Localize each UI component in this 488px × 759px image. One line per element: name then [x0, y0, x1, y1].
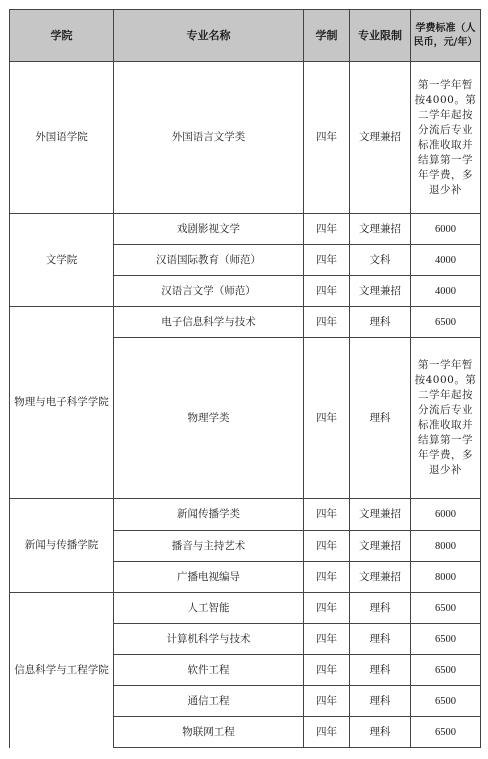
restriction-cell: 文理兼招 [350, 62, 411, 214]
header-college: 学院 [10, 10, 114, 62]
header-restriction: 专业限制 [350, 10, 411, 62]
header-duration: 学制 [304, 10, 350, 62]
table-row [10, 499, 481, 531]
duration-cell: 四年 [304, 593, 350, 624]
major-cell: 外国语言文学类 [114, 62, 304, 214]
restriction-cell: 理科 [350, 593, 411, 624]
restriction-cell: 理科 [350, 717, 411, 748]
duration-cell: 四年 [304, 624, 350, 655]
restriction-cell: 文理兼招 [350, 214, 411, 245]
duration-cell: 四年 [304, 338, 350, 499]
fee-cell: 6500 [411, 624, 481, 655]
fee-note-cell: 第一学年暂按4000。第二学年起按分流后专业标准收取并结算第一学年学费，多退少补 [411, 62, 481, 214]
duration-cell: 四年 [304, 531, 350, 562]
restriction-cell: 文理兼招 [350, 499, 411, 531]
major-cell: 电子信息科学与技术 [114, 307, 304, 338]
major-cell: 人工智能 [114, 593, 304, 624]
table-row [10, 62, 481, 214]
fee-cell: 6500 [411, 717, 481, 748]
major-cell: 物理学类 [114, 338, 304, 499]
fee-note-cell: 第一学年暂按4000。第二学年起按分流后专业标准收取并结算第一学年学费，多退少补 [411, 338, 481, 499]
restriction-cell: 理科 [350, 338, 411, 499]
duration-cell: 四年 [304, 276, 350, 307]
fee-cell: 8000 [411, 531, 481, 562]
college-cell: 外国语学院 [10, 62, 114, 214]
fee-cell: 6000 [411, 214, 481, 245]
major-cell: 物联网工程 [114, 717, 304, 748]
fee-cell: 4000 [411, 245, 481, 276]
restriction-cell: 理科 [350, 686, 411, 717]
duration-cell: 四年 [304, 307, 350, 338]
major-cell: 广播电视编导 [114, 562, 304, 593]
major-cell: 计算机科学与技术 [114, 624, 304, 655]
duration-cell: 四年 [304, 686, 350, 717]
major-cell: 汉语国际教育（师范） [114, 245, 304, 276]
major-cell: 新闻传播学类 [114, 499, 304, 531]
college-cell: 文学院 [10, 214, 114, 307]
duration-cell: 四年 [304, 499, 350, 531]
major-cell: 播音与主持艺术 [114, 531, 304, 562]
fee-cell: 4000 [411, 276, 481, 307]
table-row [10, 593, 481, 624]
restriction-cell: 文科 [350, 245, 411, 276]
fee-cell: 6500 [411, 686, 481, 717]
duration-cell: 四年 [304, 62, 350, 214]
duration-cell: 四年 [304, 214, 350, 245]
restriction-cell: 理科 [350, 307, 411, 338]
fee-cell: 6000 [411, 499, 481, 531]
restriction-cell: 文理兼招 [350, 531, 411, 562]
restriction-cell: 理科 [350, 624, 411, 655]
restriction-cell: 文理兼招 [350, 562, 411, 593]
duration-cell: 四年 [304, 562, 350, 593]
tuition-table [9, 9, 481, 748]
duration-cell: 四年 [304, 717, 350, 748]
table-row [10, 307, 481, 338]
major-cell: 汉语言文学（师范） [114, 276, 304, 307]
restriction-cell: 文理兼招 [350, 276, 411, 307]
college-cell: 信息科学与工程学院 [10, 593, 114, 748]
fee-cell: 6500 [411, 307, 481, 338]
college-cell: 新闻与传播学院 [10, 499, 114, 593]
fee-cell: 8000 [411, 562, 481, 593]
header-fee: 学费标准（人民币，元/年） [411, 10, 481, 62]
restriction-cell: 理科 [350, 655, 411, 686]
major-cell: 戏剧影视文学 [114, 214, 304, 245]
major-cell: 软件工程 [114, 655, 304, 686]
table-row [10, 214, 481, 245]
header-row [10, 10, 481, 62]
major-cell: 通信工程 [114, 686, 304, 717]
fee-cell: 6500 [411, 655, 481, 686]
duration-cell: 四年 [304, 655, 350, 686]
duration-cell: 四年 [304, 245, 350, 276]
college-cell: 物理与电子科学学院 [10, 307, 114, 499]
header-major: 专业名称 [114, 10, 304, 62]
fee-cell: 6500 [411, 593, 481, 624]
